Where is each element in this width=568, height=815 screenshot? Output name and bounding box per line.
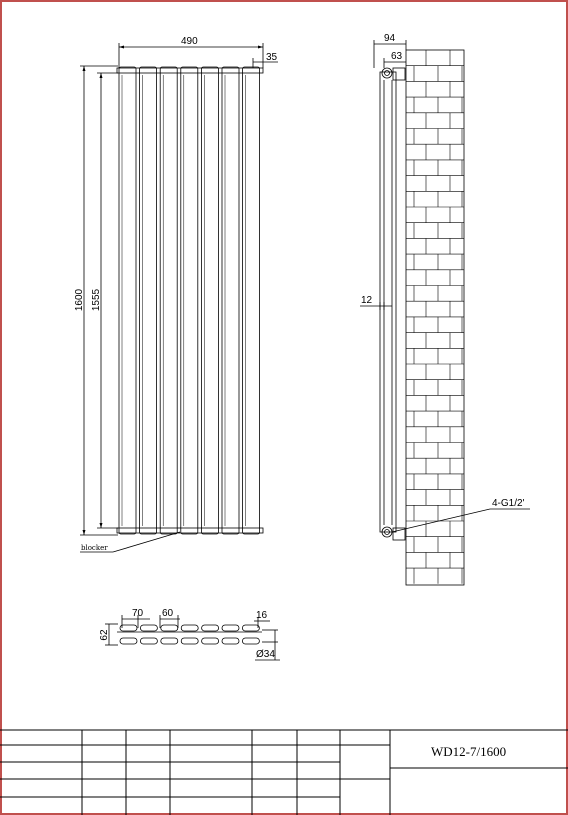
section-tube-bottom-2 [140,638,157,644]
brick-pattern [406,50,464,584]
blocker-label: blocker [81,544,108,552]
model-number: WD12-7/1600 [431,744,507,759]
section-tube-bottom-5 [202,638,219,644]
section-tube-top-3 [161,625,178,631]
section-tube-bottom-1 [120,638,137,644]
drawing-frame [1,1,567,814]
side-bracket-label: 63 [391,51,403,62]
section-tube-top-1 [120,625,137,631]
section-tube-top-4 [181,625,198,631]
section-tube-bottom-7 [242,638,259,644]
section-tube-top-5 [202,625,219,631]
brick-wall [406,50,464,585]
panel-4 [181,67,198,534]
section-pitch-label: 70 [132,608,144,619]
panel-2 [140,67,157,534]
panel-5 [201,67,218,534]
panel-1 [119,67,136,534]
radiator-panels [119,67,260,534]
side-depth-label: 94 [384,33,396,44]
front-offset-label: 35 [266,52,278,63]
top-connection [382,68,392,78]
section-tube-width-label: 60 [162,608,174,619]
section-diameter-label: Ø34 [256,649,275,660]
connection-label: 4-G1/2' [492,498,525,509]
title-block [0,730,568,815]
section-tube-label: 16 [256,610,268,621]
section-tube-top-2 [140,625,157,631]
section-tube-bottom-4 [181,638,198,644]
section-tube-bottom-6 [222,638,239,644]
side-gap-label: 12 [361,295,373,306]
section-view [105,615,280,660]
front-width-label: 490 [181,36,198,47]
front-height-label: 1600 [74,288,85,312]
front-inner-height-label: 1555 [91,288,102,312]
front-view [80,43,278,552]
panel-7 [243,67,260,534]
section-tube-top-7 [242,625,259,631]
section-tubes [120,625,259,644]
panel-6 [222,67,239,534]
section-height-label: 62 [99,629,110,641]
section-tube-top-6 [222,625,239,631]
section-tube-bottom-3 [161,638,178,644]
panel-3 [160,67,177,534]
